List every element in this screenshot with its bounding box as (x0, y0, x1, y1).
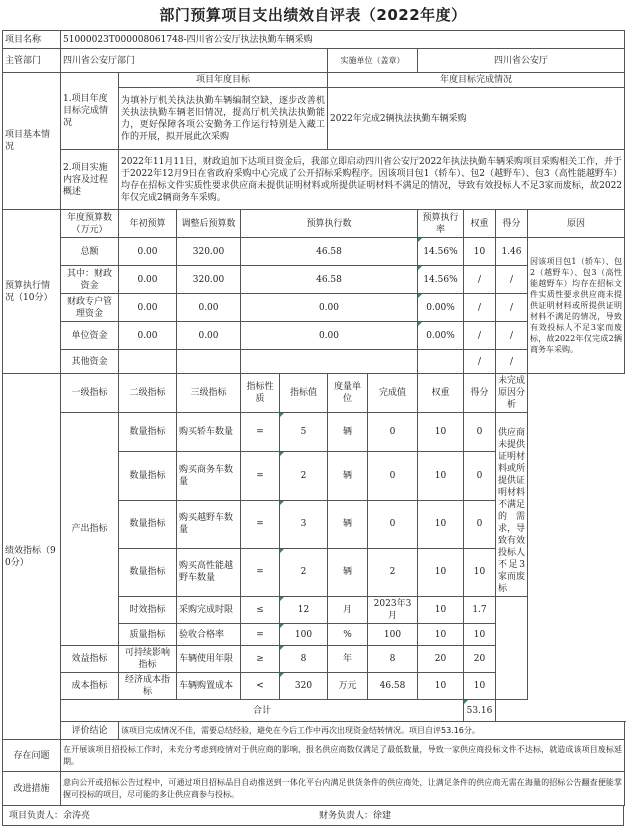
perf-nature: ≥ (241, 646, 280, 673)
perf-l2: 质量指标 (119, 624, 177, 646)
perf-nature: = (241, 500, 280, 548)
budget-rate: 0.00% (418, 322, 464, 350)
budget-weight: / (464, 322, 496, 350)
impl-value: 四川省公安厅 (418, 49, 625, 73)
perf-value: 320 (280, 673, 328, 700)
perf-nature: = (241, 413, 280, 452)
perf-score: 0 (464, 500, 496, 548)
budget-initial: 0.00 (119, 238, 177, 266)
perf-done: 0 (368, 452, 418, 500)
impl-label: 实施单位（盖章） (328, 49, 418, 73)
measures-text: 意向公开或招标公告过程中，可通过项目招标品目自动推送到一体化平台内满足供货条件的供应商处，让满足条件的供应商无需在海量的招标公告翻查便能掌握可投标的项目，尽可能的多让供应商参与投标。 (61, 772, 625, 806)
goal-label: 1.项目年度目标完成情况 (61, 73, 119, 150)
perf-unit: % (328, 624, 368, 646)
perf-l3: 车辆购置成本 (177, 673, 241, 700)
perf-header-nature: 指标性质 (241, 374, 280, 413)
perf-header-l2: 二级指标 (119, 374, 177, 413)
perf-reason-empty (496, 597, 528, 700)
perf-weight: 10 (418, 500, 464, 548)
budget-row-name: 其中：财政资金 (61, 266, 119, 294)
perf-unit: 辆 (328, 500, 368, 548)
basic-label: 项目基本情况 (3, 73, 61, 210)
perf-weight: 10 (418, 673, 464, 700)
budget-executed (241, 350, 418, 374)
perf-done: 2 (368, 548, 418, 596)
process-label: 2.项目实施内容及过程概述 (61, 150, 119, 210)
perf-score: 10 (464, 624, 496, 646)
perf-l3: 购买商务车数量 (177, 452, 241, 500)
budget-rate: 0.00% (418, 294, 464, 322)
budget-score: / (496, 266, 528, 294)
perf-l3: 购买高性能越野车数量 (177, 548, 241, 596)
budget-weight: / (464, 266, 496, 294)
budget-adjusted: 320.00 (177, 266, 241, 294)
perf-header-weight: 权重 (418, 374, 464, 413)
perf-nature: = (241, 624, 280, 646)
perf-unit: 月 (328, 597, 368, 624)
project-name-label: 项目名称 (3, 31, 61, 49)
budget-label: 预算执行情况（10分） (3, 210, 61, 374)
table-row (3, 238, 625, 266)
perf-l2: 经济成本指标 (119, 673, 177, 700)
perf-unit: 年 (328, 646, 368, 673)
budget-header-weight: 权重 (464, 210, 496, 238)
perf-l2: 时效指标 (119, 597, 177, 624)
perf-unit: 辆 (328, 452, 368, 500)
perf-value: 12 (280, 597, 328, 624)
budget-adjusted: 0.00 (177, 294, 241, 322)
goal-header: 项目年度目标 (119, 73, 328, 88)
perf-weight: 10 (418, 624, 464, 646)
finance-leader: 财务负责人：徐建 (319, 811, 392, 821)
perf-done: 0 (368, 500, 418, 548)
budget-weight: / (464, 350, 496, 374)
perf-header-unit: 度量单位 (328, 374, 368, 413)
perf-weight: 10 (418, 413, 464, 452)
cost-label: 成本指标 (61, 673, 119, 700)
perf-l2: 数量指标 (119, 452, 177, 500)
perf-weight: 10 (418, 548, 464, 596)
budget-score: 1.46 (496, 238, 528, 266)
project-leader: 项目负责人：余涛亮 (9, 811, 91, 821)
budget-executed: 46.58 (241, 238, 418, 266)
signature-row (2, 806, 624, 826)
perf-score: 10 (464, 673, 496, 700)
budget-header-initial: 年初预算 (119, 210, 177, 238)
perf-value: 2 (280, 452, 328, 500)
conclusion-label: 评价结论 (61, 722, 119, 740)
budget-adjusted: 320.00 (177, 238, 241, 266)
budget-row-name: 总额 (61, 238, 119, 266)
done-header: 年度目标完成情况 (328, 73, 625, 88)
budget-adjusted: 0.00 (177, 322, 241, 350)
perf-l2: 可持续影响指标 (119, 646, 177, 673)
budget-rate (418, 350, 464, 374)
perf-header-l3: 三级指标 (177, 374, 241, 413)
budget-rate: 14.56% (418, 266, 464, 294)
perf-nature: ≤ (241, 597, 280, 624)
perf-value: 5 (280, 413, 328, 452)
budget-initial: 0.00 (119, 294, 177, 322)
perf-l2: 数量指标 (119, 413, 177, 452)
goal-text: 为填补厅机关执法执勤车辆编制空缺，逐步改善机关执法执勤车辆老旧情况，提高厅机关执法执勤能力，更好保障各项公安勤务工作运行特别是入藏工作的开展，拟开展此次采购 (119, 88, 328, 150)
perf-l2: 数量指标 (119, 548, 177, 596)
budget-header-adjusted: 调整后预算数 (177, 210, 241, 238)
perf-l3: 购买越野车数量 (177, 500, 241, 548)
budget-row-name: 其他资金 (61, 350, 119, 374)
perf-score: 20 (464, 646, 496, 673)
budget-initial: 0.00 (119, 322, 177, 350)
budget-executed: 0.00 (241, 294, 418, 322)
perf-l2: 数量指标 (119, 500, 177, 548)
perf-l3: 验收合格率 (177, 624, 241, 646)
perf-done: 46.58 (368, 673, 418, 700)
perf-nature: < (241, 673, 280, 700)
budget-initial (119, 350, 177, 374)
perf-header-l1: 一级指标 (61, 374, 119, 413)
perf-header-done: 完成值 (368, 374, 418, 413)
budget-score: / (496, 350, 528, 374)
perf-score: 0 (464, 413, 496, 452)
benefit-label: 效益指标 (61, 646, 119, 673)
table-row (3, 646, 625, 673)
budget-rate: 14.56% (418, 238, 464, 266)
issues-label: 存在问题 (3, 740, 61, 772)
budget-executed: 0.00 (241, 322, 418, 350)
perf-header-value: 指标值 (280, 374, 328, 413)
budget-header-score: 得分 (496, 210, 528, 238)
perf-nature: = (241, 548, 280, 596)
output-reason: 供应商未提供证明材料或所提供证明材料不满足的需求，导致有效投标人不足3家而废标 (496, 413, 528, 597)
total-score: 53.16 (464, 700, 496, 722)
table-row (3, 413, 625, 452)
perf-l3: 车辆使用年限 (177, 646, 241, 673)
perf-score: 1.7 (464, 597, 496, 624)
perf-nature: = (241, 452, 280, 500)
budget-score: / (496, 294, 528, 322)
perf-header-score: 得分 (464, 374, 496, 413)
evaluation-table (2, 30, 625, 806)
perf-done: 100 (368, 624, 418, 646)
perf-l3: 购买轿车数量 (177, 413, 241, 452)
issues-text: 在开展该项目招投标工作时，未充分考虑到疫情对于供应商的影响，报名供应商数仅满足了最低数量，导致一家供应商投标文件不达标，就造成该项目废标延期。 (61, 740, 625, 772)
perf-l3: 采购完成时限 (177, 597, 241, 624)
project-name: 51000023T000008061748-四川省公安厅执法执勤车辆采购 (61, 31, 625, 49)
perf-value: 3 (280, 500, 328, 548)
total-label: 合计 (61, 700, 464, 722)
budget-weight: / (464, 294, 496, 322)
output-label: 产出指标 (61, 413, 119, 646)
perf-done: 2023年3月 (368, 597, 418, 624)
budget-adjusted (177, 350, 241, 374)
perf-weight: 10 (418, 597, 464, 624)
perf-unit: 万元 (328, 673, 368, 700)
budget-header-year: 年度预算数（万元） (61, 210, 119, 238)
budget-reason: 因该项目包1（轿车）、包2（越野车）、包3（高性能越野车）均存在招标文件实质性要求供应商未提供证明材料或所提供证明材料不满足的情况，导致有效投标人不足3家而废标，故2022年仅完成2辆商务车采购。 (528, 238, 625, 374)
dept-value: 四川省公安厅部门 (61, 49, 328, 73)
perf-weight: 10 (418, 452, 464, 500)
perf-unit: 辆 (328, 413, 368, 452)
perf-label: 绩效指标（90分） (3, 374, 61, 740)
dept-label: 主管部门 (3, 49, 61, 73)
budget-row-name: 单位资金 (61, 322, 119, 350)
perf-value: 100 (280, 624, 328, 646)
budget-header-executed: 预算执行数 (241, 210, 418, 238)
perf-value: 2 (280, 548, 328, 596)
budget-initial: 0.00 (119, 266, 177, 294)
budget-weight: 10 (464, 238, 496, 266)
budget-header-rate: 预算执行率 (418, 210, 464, 238)
perf-weight: 20 (418, 646, 464, 673)
budget-executed: 46.58 (241, 266, 418, 294)
process-text: 2022年11月11日，财政追加下达项目资金后，我部立即启动四川省公安厅2022年执法执勤车辆采购项目采购相关工作，并于于2022年12月9日在省政府采购中心完成了公开招标采购程序。因该项目包1（轿车）、包2（越野车）、包3（高性能越野车）均存在招标文件实质性要求供应商未提供证明材料或所提供证明材料不满足的情况，导致有效投标人不足3家而废标，故2022年仅完成2辆商务车采购。 (119, 150, 625, 210)
table-row (3, 673, 625, 700)
perf-score: 0 (464, 452, 496, 500)
perf-done: 8 (368, 646, 418, 673)
perf-score: 10 (464, 548, 496, 596)
budget-score: / (496, 322, 528, 350)
budget-row-name: 财政专户管理资金 (61, 294, 119, 322)
page-title: 部门预算项目支出绩效自评表（2022年度） (159, 6, 467, 24)
perf-value: 8 (280, 646, 328, 673)
perf-header-reason: 未完成原因分析 (496, 374, 528, 413)
budget-header-reason: 原因 (528, 210, 625, 238)
total-row (3, 700, 625, 722)
conclusion-text: 该项目完成情况不佳，需要总结经验，避免在今后工作中再次出现资金结转情况。项目自评53.16分。 (119, 722, 625, 740)
measures-label: 改进措施 (3, 772, 61, 806)
perf-unit: 辆 (328, 548, 368, 596)
perf-done: 0 (368, 413, 418, 452)
done-text: 2022年完成2辆执法执勤车辆采购 (328, 88, 625, 150)
